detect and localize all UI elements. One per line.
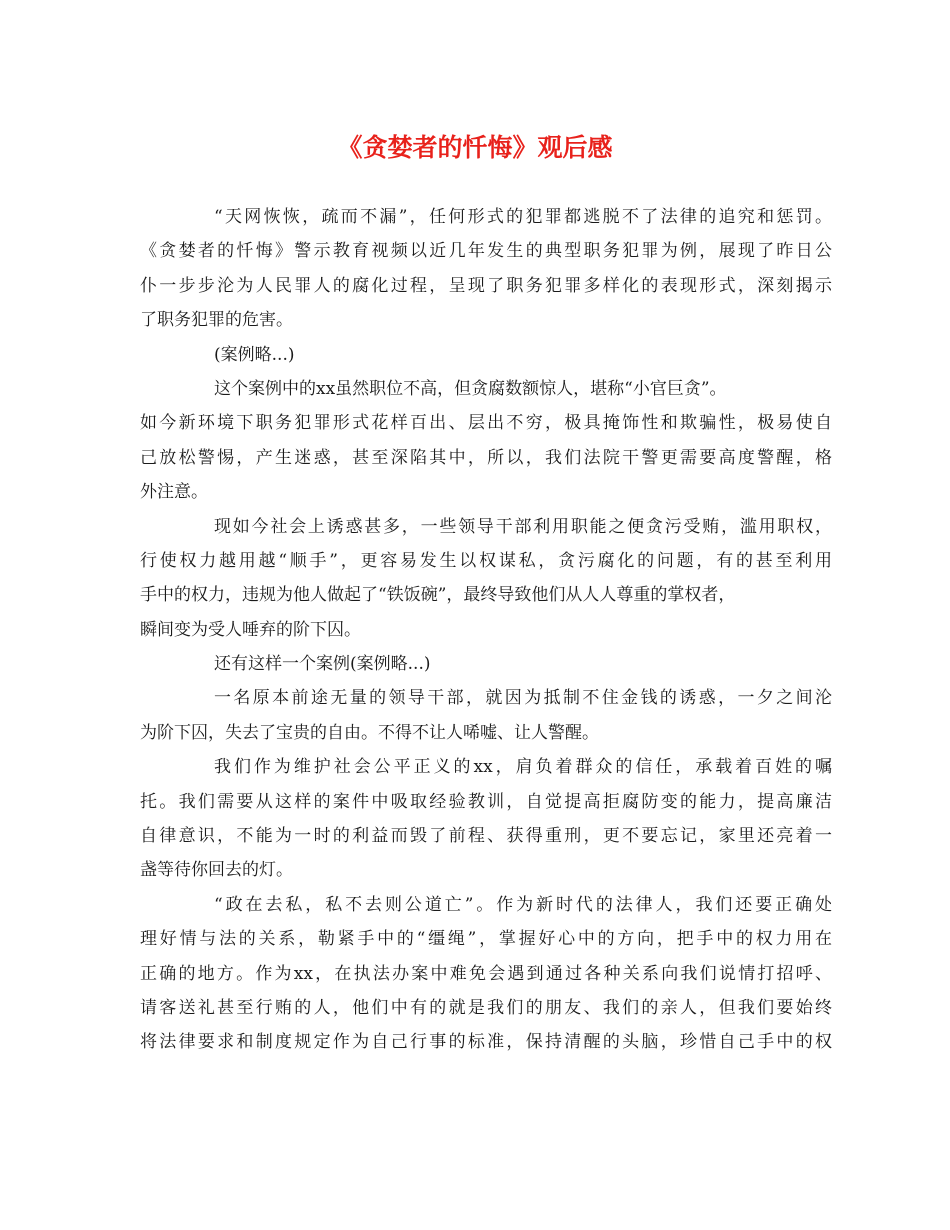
text-line: 这个案例中的xx虽然职位不高，但贪腐数额惊人，堪称“小官巨贪”。 <box>214 378 727 399</box>
text-line: 仆一步步沦为人民罪人的腐化过程，呈现了职务犯罪多样化的表现形式，深刻揭示 <box>140 275 832 296</box>
text-line: 为阶下囚，失去了宝贵的自由。不得不让人唏嘘、让人警醒。 <box>140 722 599 743</box>
text-line: 外注意。 <box>140 482 208 503</box>
text-line: 将法律要求和制度规定作为自己行事的标准，保持清醒的头脑，珍惜自己手中的权 <box>140 1032 832 1053</box>
text-line: 手中的权力，违规为他人做起了“铁饭碗”，最终导致他们从人人尊重的掌权者， <box>140 585 736 606</box>
text-line: 《贪婪者的忏悔》警示教育视频以近几年发生的典型职务犯罪为例，展现了昨日公 <box>140 241 832 262</box>
text-line: 正确的地方。作为xx，在执法办案中难免会遇到通过各种关系向我们说情打招呼、 <box>140 963 832 984</box>
text-line: 瞬间变为受人唾弃的阶下囚。 <box>140 619 361 640</box>
text-line: 理好情与法的关系，勒紧手中的“缰绳”，掌握好心中的方向，把手中的权力用在 <box>140 929 832 950</box>
text-line: 一名原本前途无量的领导干部，就因为抵制不住金钱的诱惑，一夕之间沦 <box>214 688 832 709</box>
text-line: 了职务犯罪的危害。 <box>140 310 293 331</box>
text-line: “政在去私，私不去则公道亡”。作为新时代的法律人，我们还要正确处 <box>214 894 832 915</box>
document-title: 《贪婪者的忏悔》观后感 <box>337 133 613 162</box>
text-line: 行使权力越用越“顺手”，更容易发生以权谋私，贪污腐化的问题，有的甚至利用 <box>140 550 832 571</box>
text-line: 自律意识，不能为一时的利益而毁了前程、获得重刑，更不要忘记，家里还亮着一 <box>140 826 832 847</box>
text-line: 我们作为维护社会公平正义的xx，肩负着群众的信任，承载着百姓的嘱 <box>214 757 832 778</box>
document-body <box>140 200 832 1060</box>
text-line: 现如今社会上诱惑甚多，一些领导干部利用职能之便贪污受贿，滥用职权， <box>214 516 832 537</box>
text-line: “天网恢恢，疏而不漏”，任何形式的犯罪都逃脱不了法律的追究和惩罚。 <box>214 207 832 227</box>
text-line: 盏等待你回去的灯。 <box>140 860 293 881</box>
text-line: 还有这样一个案例(案例略...) <box>214 654 431 675</box>
text-line: 如今新环境下职务犯罪形式花样百出、层出不穷，极具掩饰性和欺骗性，极易使自 <box>140 413 832 434</box>
text-line: (案例略...) <box>214 344 295 365</box>
text-line: 己放松警惕，产生迷惑，甚至深陷其中，所以，我们法院干警更需要高度警醒，格 <box>140 447 832 468</box>
text-line: 托。我们需要从这样的案件中吸取经验教训，自觉提高拒腐防变的能力，提高廉洁 <box>140 791 832 812</box>
text-line: 请客送礼甚至行贿的人，他们中有的就是我们的朋友、我们的亲人，但我们要始终 <box>140 997 832 1018</box>
